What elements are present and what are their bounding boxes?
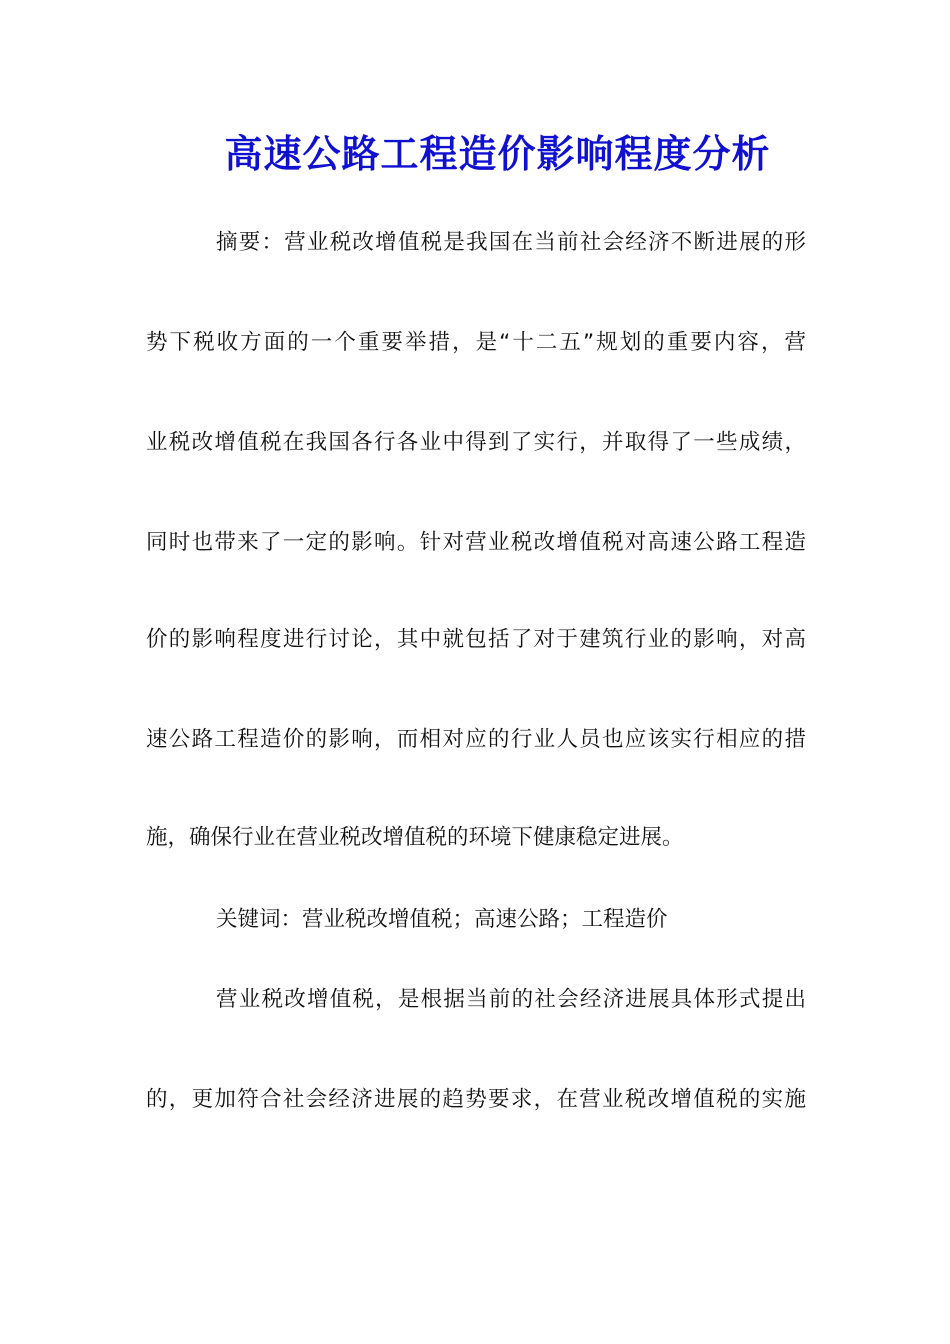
abstract-line: 速公路工程造价的影响，而相对应的行业人员也应该实行相应的措 — [146, 727, 806, 752]
document-title: 高速公路工程造价影响程度分析 — [224, 131, 771, 176]
abstract-line: 价的影响程度进行讨论，其中就包括了对于建筑行业的影响，对高 — [146, 627, 806, 652]
keywords-line: 关键词：营业税改增值税；高速公路；工程造价 — [216, 907, 668, 932]
body-line: 的，更加符合社会经济进展的趋势要求，在营业税改增值税的实施 — [146, 1087, 806, 1112]
abstract-line: 摘要：营业税改增值税是我国在当前社会经济不断进展的形 — [216, 230, 806, 255]
body-line: 营业税改增值税，是根据当前的社会经济进展具体形式提出 — [216, 987, 806, 1012]
abstract-line: 业税改增值税在我国各行各业中得到了实行，并取得了一些成绩， — [146, 430, 806, 455]
abstract-line: 势下税收方面的一个重要举措，是“十二五”规划的重要内容，营 — [146, 330, 806, 355]
abstract-line: 同时也带来了一定的影响。针对营业税改增值税对高速公路工程造 — [146, 530, 806, 555]
abstract-line: 施，确保行业在营业税改增值税的环境下健康稳定进展。 — [146, 825, 684, 850]
